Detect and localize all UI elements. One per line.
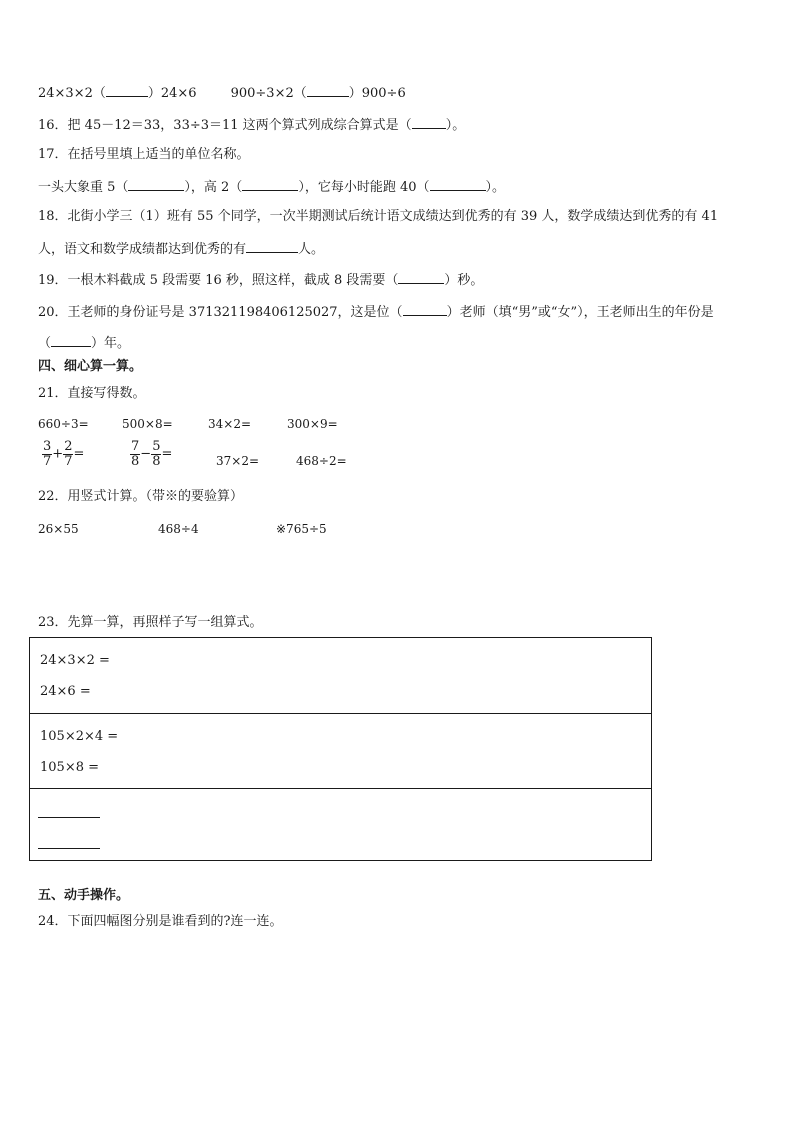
mental-math-item: 468÷2= (296, 454, 347, 468)
vertical-calc-item: 26×55 (38, 522, 79, 536)
pattern-group-3 (30, 788, 651, 860)
equation: 24×6 = (40, 684, 91, 699)
question-18-line1: 18．北街小学三（1）班有 55 个同学，一次半期测试后统计语文成绩达到优秀的有 39 人，数学成绩达到优秀的有 41 (38, 209, 719, 224)
question-20-line1: 20．王老师的身份证号是 371321198406125027，这是位（ ）老师（填“男”或“女”），王老师出生的年份是 (38, 305, 714, 320)
pattern-group-2 (30, 713, 651, 788)
question-18-line2: 人，语文和数学成绩都达到优秀的有 人。 (38, 242, 325, 257)
vertical-calc-item: 468÷4 (158, 522, 199, 536)
vertical-calc-item: ※765÷5 (276, 522, 327, 536)
question-19: 19．一根木料截成 5 段需要 16 秒，照这样，截成 8 段需要（ ）秒。 (38, 273, 484, 288)
fraction: $\frac{2}{7}$ (64, 439, 73, 469)
answer-blank[interactable] (412, 116, 446, 129)
mental-math-item: 37×2= (216, 454, 260, 468)
answer-blank[interactable] (430, 178, 486, 191)
mental-math-item: 300×9= (287, 417, 338, 431)
answer-blank[interactable] (106, 84, 148, 97)
answer-blank[interactable] (307, 84, 349, 97)
write-line[interactable] (38, 848, 100, 849)
equation: 105×8 = (40, 760, 100, 775)
answer-blank[interactable] (246, 240, 298, 253)
equation: 24×3×2 = (40, 653, 110, 668)
question-16: 16．把 45－12＝33，33÷3＝11 这两个算式列成综合算式是（ ）。 (38, 118, 466, 133)
question-21-title: 21．直接写得数。 (38, 386, 146, 401)
question-20-line2: （ ）年。 (38, 336, 131, 351)
write-line[interactable] (38, 817, 100, 818)
answer-blank[interactable] (398, 271, 444, 284)
compare-row: 24×3×2（ ）24×6 900÷3×2（ ）900÷6 (38, 86, 406, 101)
question-22-title: 22．用竖式计算。（带※的要验算） (38, 489, 244, 504)
question-17-title: 17．在括号里填上适当的单位名称。 (38, 147, 250, 162)
answer-blank[interactable] (403, 303, 447, 316)
fraction-expression-2: $\frac{7}{8}$ − $\frac{5}{8}$ = (131, 439, 173, 469)
mental-math-item: 660÷3= (38, 417, 89, 431)
question-17-line: 一头大象重 5（ ），高 2（ ），它每小时能跑 40（ ）。 (38, 180, 506, 195)
section-5-heading: 五、动手操作。 (38, 888, 130, 903)
fraction: $\frac{5}{8}$ (152, 439, 161, 469)
mental-math-item: 34×2= (208, 417, 252, 431)
answer-blank[interactable] (242, 178, 298, 191)
pattern-table (29, 637, 652, 861)
answer-blank[interactable] (51, 334, 91, 347)
mental-math-item: 500×8= (122, 417, 173, 431)
mental-math-row-2 (38, 440, 378, 480)
fraction: $\frac{3}{7}$ (43, 439, 52, 469)
pattern-group-1 (30, 638, 651, 713)
fraction: $\frac{7}{8}$ (131, 439, 140, 469)
fraction-expression-1: $\frac{3}{7}$ + $\frac{2}{7}$ = (43, 439, 85, 469)
answer-blank[interactable] (128, 178, 184, 191)
section-4-heading: 四、细心算一算。 (38, 359, 143, 374)
question-24: 24．下面四幅图分别是谁看到的?连一连。 (38, 914, 283, 929)
equation: 105×2×4 = (40, 729, 119, 744)
question-23-title: 23．先算一算，再照样子写一组算式。 (38, 615, 263, 630)
